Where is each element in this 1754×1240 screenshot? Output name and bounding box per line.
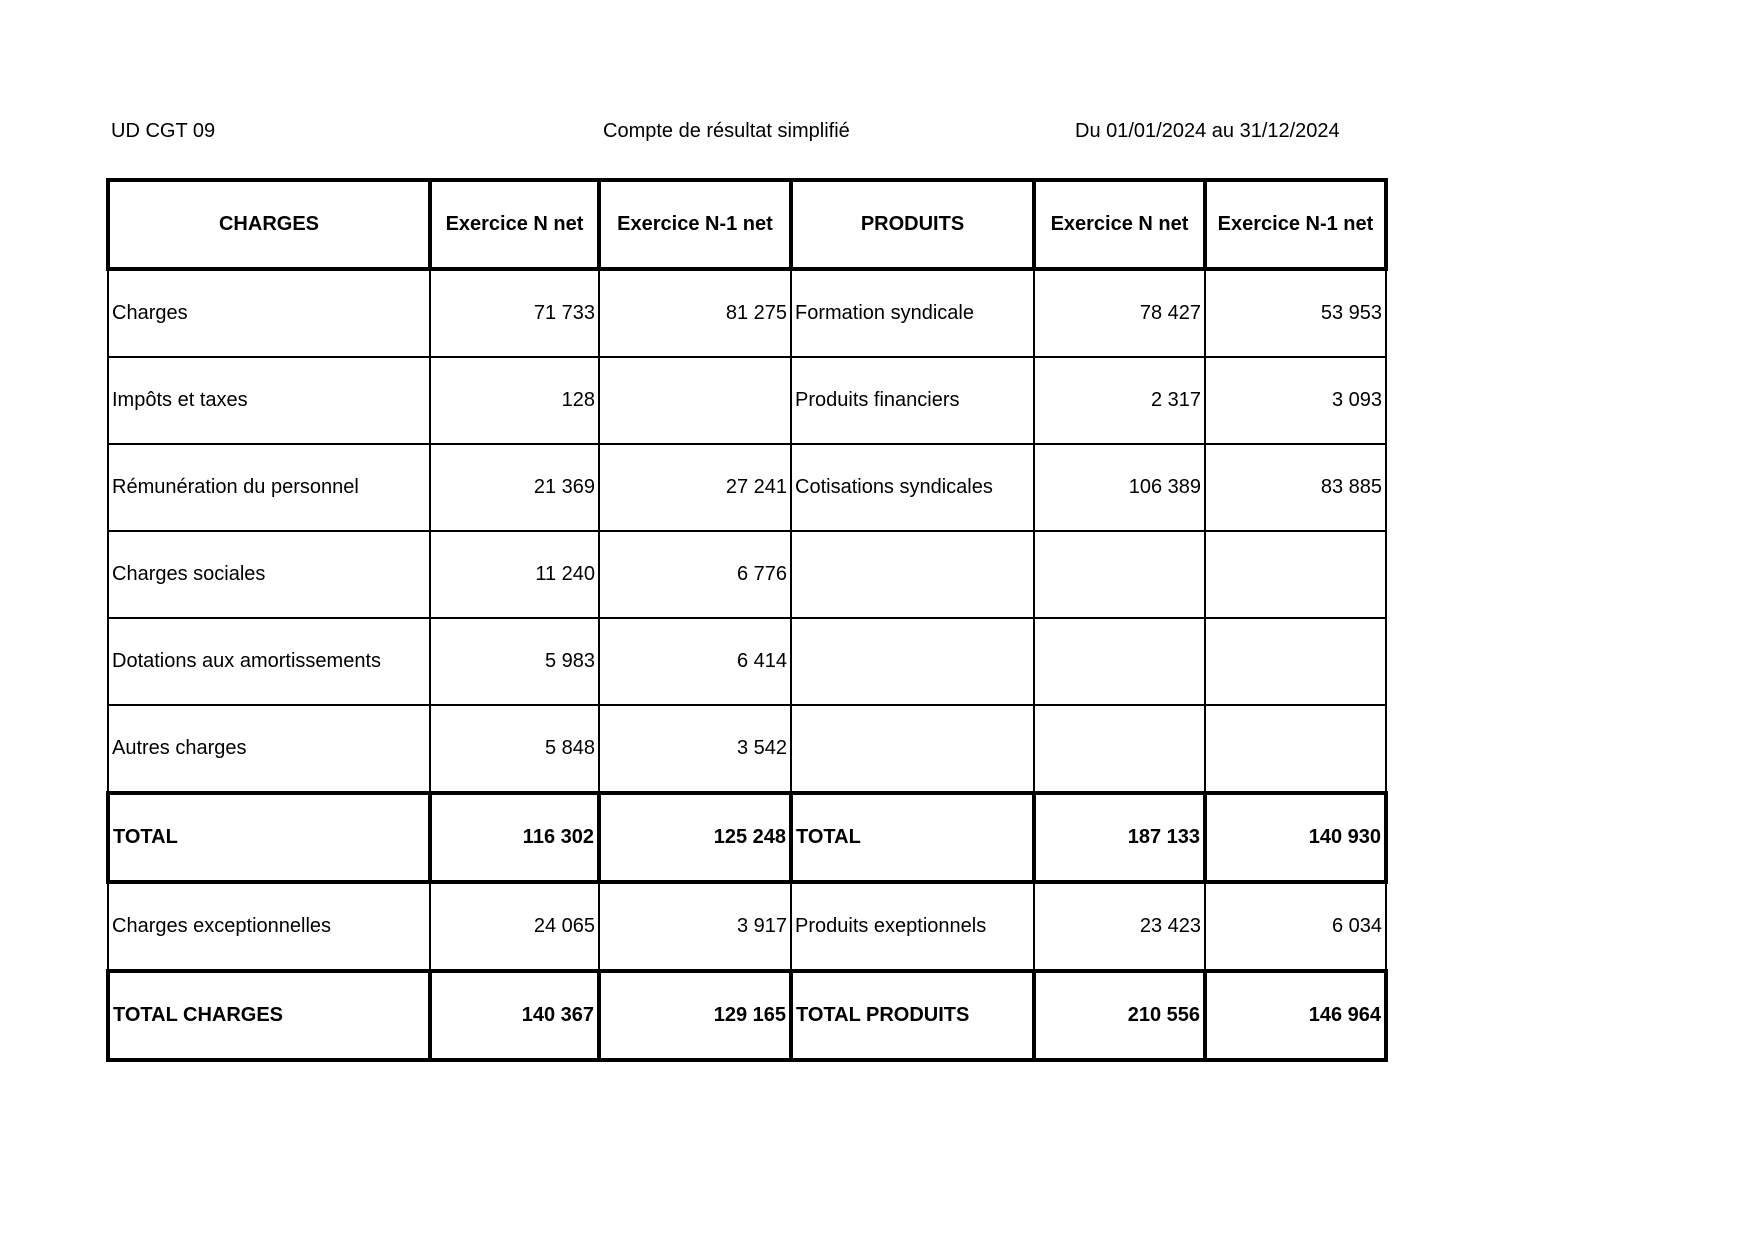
exceptional-produit-n1: 6 034 xyxy=(1205,882,1386,971)
subtotal-produit-n: 187 133 xyxy=(1034,793,1205,882)
total-produits-n: 210 556 xyxy=(1034,971,1205,1060)
charge-n1-value: 81 275 xyxy=(599,269,791,357)
produit-n-value xyxy=(1034,705,1205,793)
total-produits-n1: 146 964 xyxy=(1205,971,1386,1060)
exceptional-charge-n1: 3 917 xyxy=(599,882,791,971)
subtotal-charge-n: 116 302 xyxy=(430,793,599,882)
subtotal-charge-n1: 125 248 xyxy=(599,793,791,882)
charge-n-value: 11 240 xyxy=(430,531,599,618)
table-row xyxy=(108,705,1386,793)
charge-n-value: 21 369 xyxy=(430,444,599,531)
produit-n-value: 78 427 xyxy=(1034,269,1205,357)
header-produits-n1: Exercice N-1 net xyxy=(1205,180,1386,269)
charge-n1-value: 27 241 xyxy=(599,444,791,531)
table-row xyxy=(108,444,1386,531)
table-row xyxy=(108,357,1386,444)
produit-n-value xyxy=(1034,618,1205,705)
produit-n1-value: 83 885 xyxy=(1205,444,1386,531)
document-title: Compte de résultat simplifié xyxy=(603,120,850,142)
header-charges-n1: Exercice N-1 net xyxy=(599,180,791,269)
table-row xyxy=(108,618,1386,705)
organization-name: UD CGT 09 xyxy=(111,120,216,142)
total-produits-label: TOTAL PRODUITS xyxy=(791,971,1034,1060)
produit-n-value: 2 317 xyxy=(1034,357,1205,444)
produit-label: Formation syndicale xyxy=(791,269,1034,357)
period-range: Du 01/01/2024 au 31/12/2024 xyxy=(1075,120,1340,142)
charge-label: Charges xyxy=(108,269,430,357)
charge-n-value: 71 733 xyxy=(430,269,599,357)
header-produits: PRODUITS xyxy=(791,180,1034,269)
income-statement-table xyxy=(106,178,1388,1062)
exceptional-charge-n: 24 065 xyxy=(430,882,599,971)
exceptional-row xyxy=(108,882,1386,971)
header-charges: CHARGES xyxy=(108,180,430,269)
total-charges-label: TOTAL CHARGES xyxy=(108,971,430,1060)
charge-label: Autres charges xyxy=(108,705,430,793)
exceptional-charge-label: Charges exceptionnelles xyxy=(108,882,430,971)
produit-n1-value xyxy=(1205,705,1386,793)
table-row xyxy=(108,531,1386,618)
charge-n1-value: 6 414 xyxy=(599,618,791,705)
produit-label: Cotisations syndicales xyxy=(791,444,1034,531)
produit-n1-value xyxy=(1205,531,1386,618)
exceptional-produit-n: 23 423 xyxy=(1034,882,1205,971)
produit-n1-value: 53 953 xyxy=(1205,269,1386,357)
produit-n-value: 106 389 xyxy=(1034,444,1205,531)
charge-label: Rémunération du personnel xyxy=(108,444,430,531)
produit-label: Produits financiers xyxy=(791,357,1034,444)
header-charges-n: Exercice N net xyxy=(430,180,599,269)
subtotal-charge-label: TOTAL xyxy=(108,793,430,882)
produit-n1-value xyxy=(1205,618,1386,705)
grand-total-row xyxy=(108,971,1386,1060)
subtotal-produit-label: TOTAL xyxy=(791,793,1034,882)
charge-n-value: 5 848 xyxy=(430,705,599,793)
produit-label xyxy=(791,705,1034,793)
subtotal-row xyxy=(108,793,1386,882)
produit-label xyxy=(791,618,1034,705)
subtotal-produit-n1: 140 930 xyxy=(1205,793,1386,882)
total-charges-n1: 129 165 xyxy=(599,971,791,1060)
produit-n1-value: 3 093 xyxy=(1205,357,1386,444)
charge-label: Dotations aux amortissements xyxy=(108,618,430,705)
charge-label: Charges sociales xyxy=(108,531,430,618)
charge-n1-value xyxy=(599,357,791,444)
total-charges-n: 140 367 xyxy=(430,971,599,1060)
produit-label xyxy=(791,531,1034,618)
exceptional-produit-label: Produits exeptionnels xyxy=(791,882,1034,971)
header-produits-n: Exercice N net xyxy=(1034,180,1205,269)
table-header-row xyxy=(108,180,1386,269)
charge-n1-value: 3 542 xyxy=(599,705,791,793)
produit-n-value xyxy=(1034,531,1205,618)
table-row xyxy=(108,269,1386,357)
charge-n-value: 128 xyxy=(430,357,599,444)
charge-n1-value: 6 776 xyxy=(599,531,791,618)
charge-n-value: 5 983 xyxy=(430,618,599,705)
charge-label: Impôts et taxes xyxy=(108,357,430,444)
